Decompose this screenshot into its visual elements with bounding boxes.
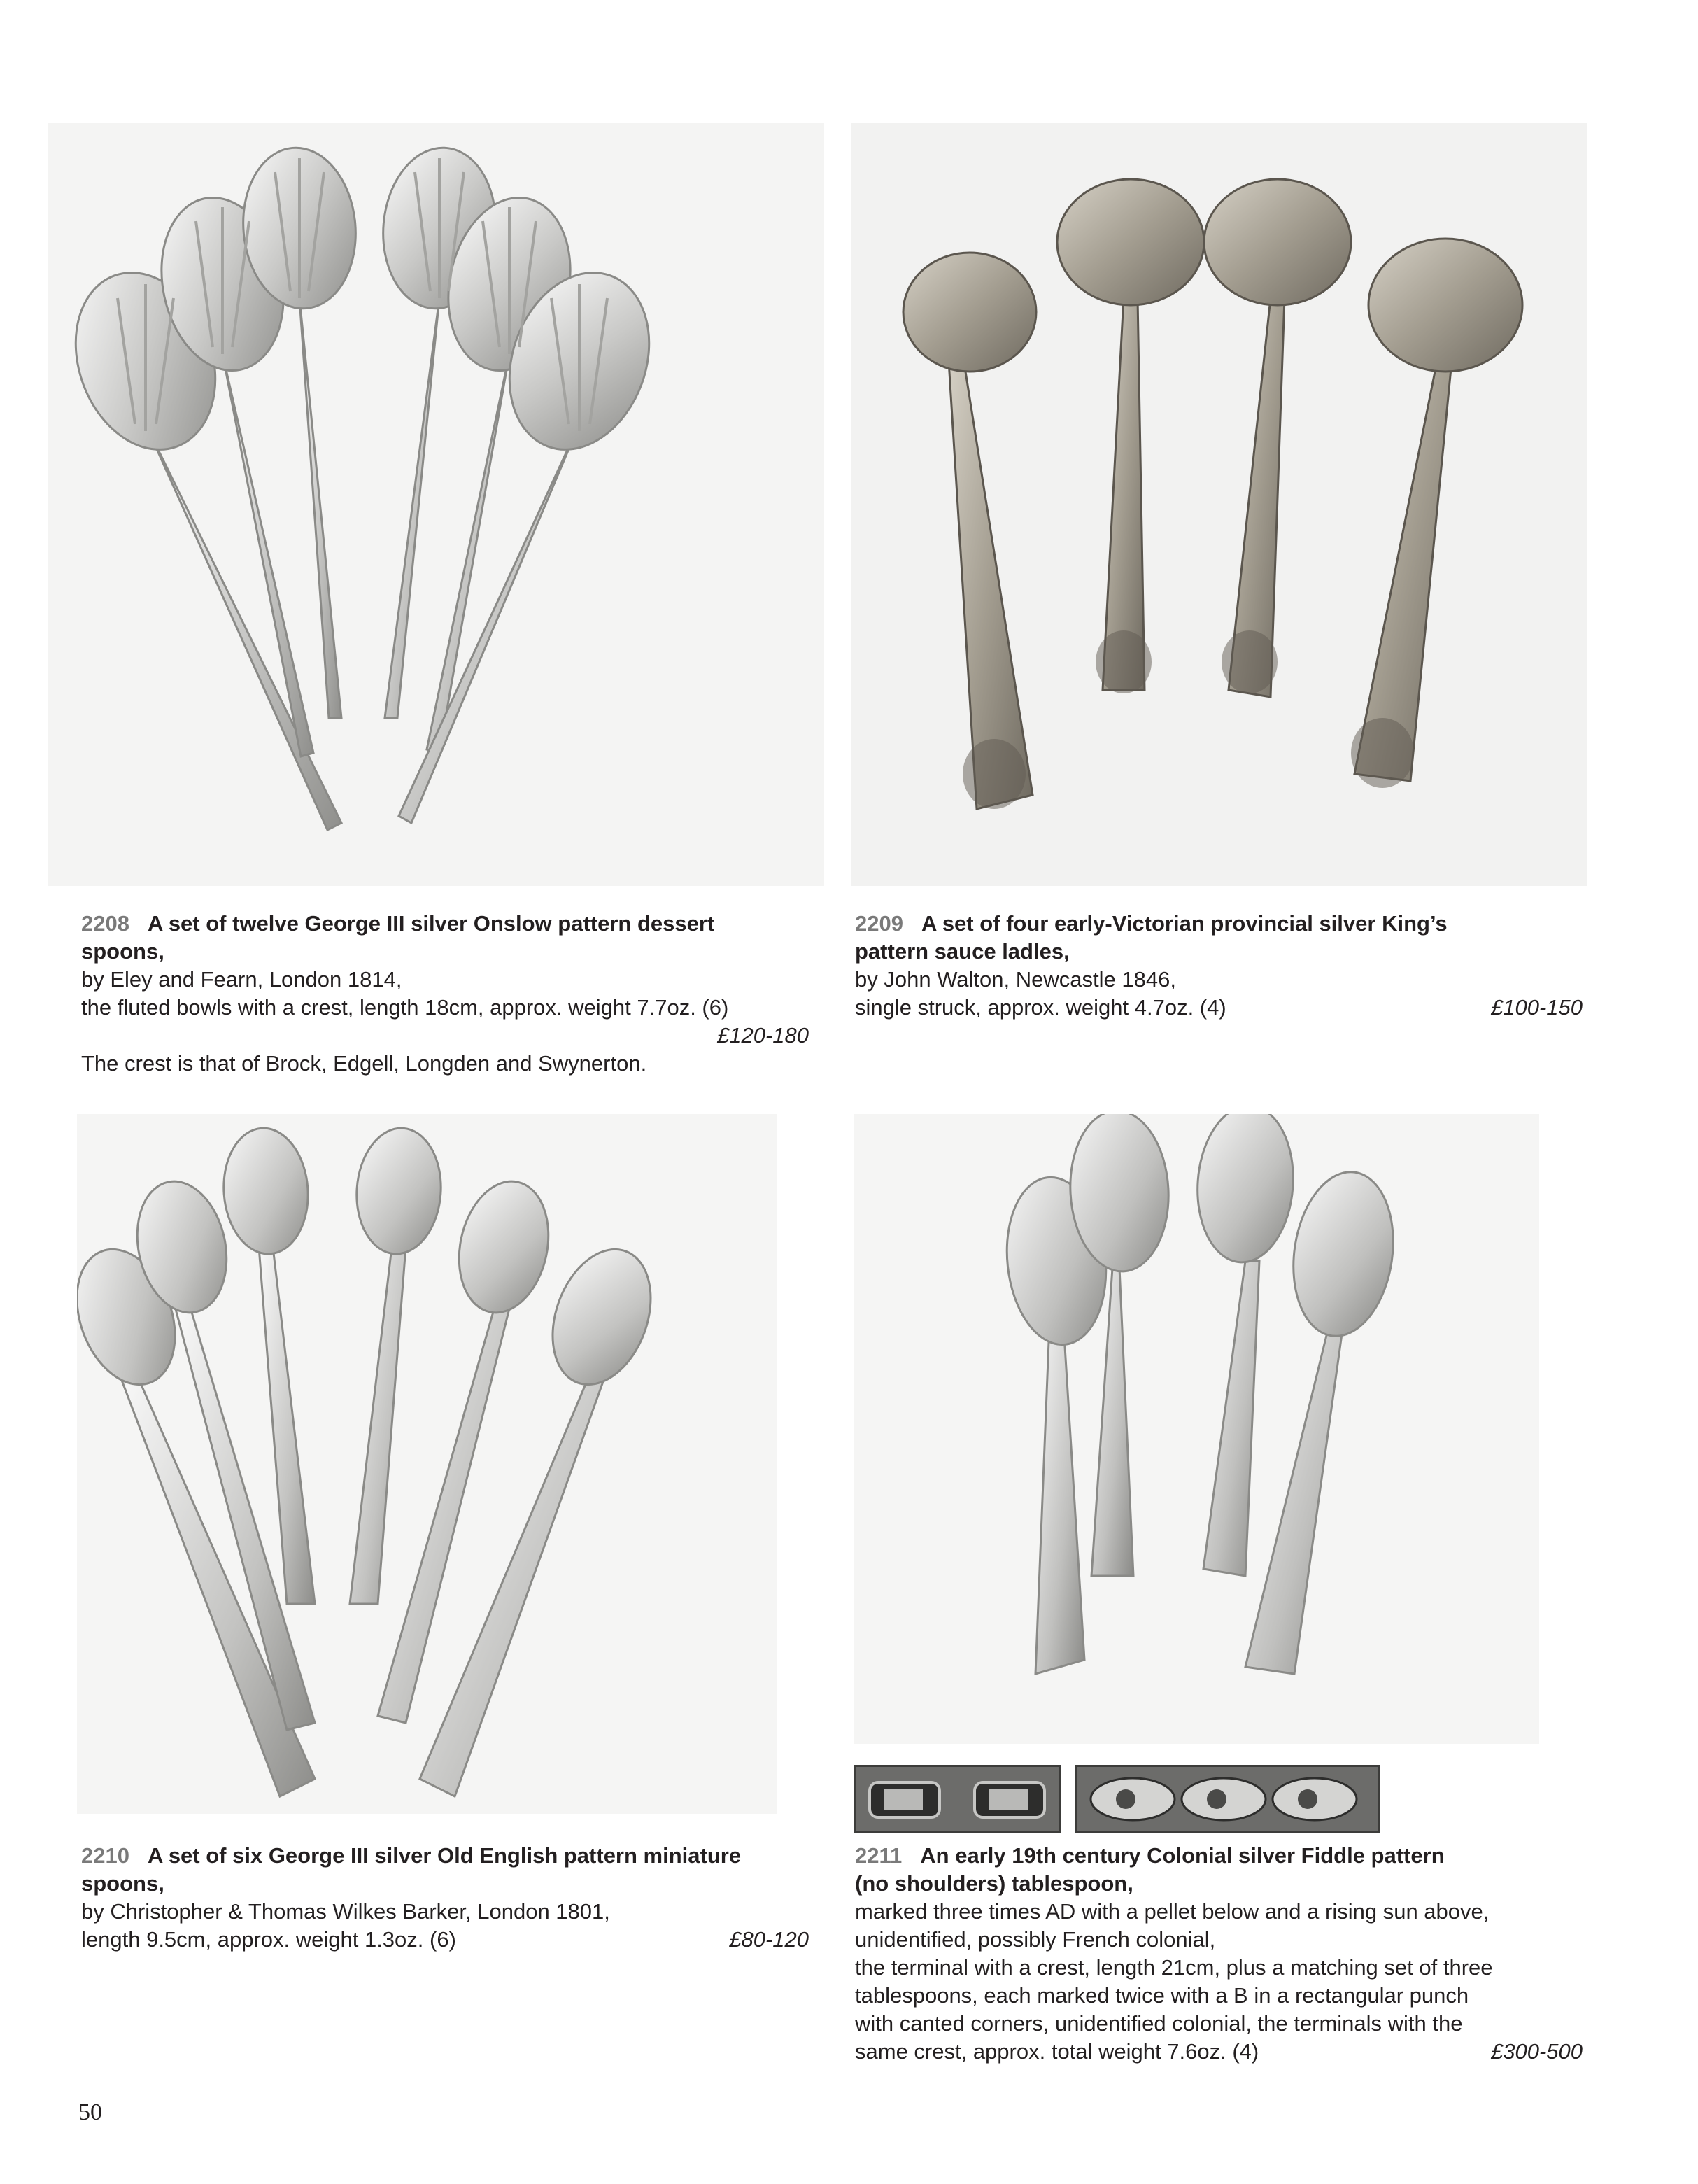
hallmark-ad-rising-sun-punches-image: [1077, 1767, 1378, 1831]
lot-2209-description: [855, 910, 1583, 1022]
lot-2208-note: The crest is that of Brock, Edgell, Longden and Swynerton.: [81, 1051, 647, 1076]
lot-2210-photo: [77, 1114, 777, 1814]
lot-2211-desc-line: with canted corners, unidentified colonial, the terminals with the: [855, 2011, 1463, 2036]
kings-pattern-sauce-ladles-image: [851, 123, 1587, 886]
lot-2210-title-cont: spoons,: [81, 1871, 164, 1896]
old-english-miniature-spoons-image: [77, 1114, 777, 1814]
lot-2210-estimate: £80-120: [729, 1927, 809, 1952]
lot-2208-photo: [48, 123, 824, 886]
onslow-dessert-spoons-image: [48, 123, 824, 886]
lot-number: 2210: [81, 1843, 129, 1868]
lot-2209-details-row: [855, 994, 1583, 1022]
lot-number: 2209: [855, 911, 903, 936]
lot-2211-photo: [854, 1114, 1539, 1744]
lot-2209-details: single struck, approx. weight 4.7oz. (4): [855, 995, 1226, 1020]
lot-2211-desc-line: marked three times AD with a pellet below and a rising sun above,: [855, 1899, 1490, 1924]
lot-2211-title-cont: (no shoulders) tablespoon,: [855, 1871, 1133, 1896]
lot-2208-maker: by Eley and Fearn, London 1814,: [81, 967, 402, 992]
page-number: 50: [78, 2099, 102, 2125]
lot-2209-title-cont: pattern sauce ladles,: [855, 939, 1070, 964]
lot-2211-details-row: [855, 2038, 1583, 2066]
lot-2211-description: [855, 1842, 1583, 2066]
lot-number: 2208: [81, 911, 129, 936]
lot-2210-details-row: [81, 1926, 809, 1954]
lot-2209-title: 2209 A set of four early-Victorian provincial silver King’s: [855, 911, 1448, 936]
fiddle-pattern-tablespoons-image: [854, 1114, 1539, 1744]
lot-2211-desc-line: unidentified, possibly French colonial,: [855, 1927, 1216, 1952]
hallmark-ad-rising-sun-punches: [1075, 1765, 1380, 1833]
lot-2210-title: 2210 A set of six George III silver Old English pattern miniature: [81, 1843, 742, 1868]
lot-2210-details: length 9.5cm, approx. weight 1.3oz. (6): [81, 1927, 456, 1952]
lot-2209-maker: by John Walton, Newcastle 1846,: [855, 967, 1176, 992]
lot-2208-estimate: £120-180: [716, 1023, 809, 1048]
lot-2211-desc-line: tablespoons, each marked twice with a B in a rectangular punch: [855, 1983, 1469, 2008]
hallmark-b-punches-image: [856, 1767, 1059, 1831]
lot-2208-details: the fluted bowls with a crest, length 18cm, approx. weight 7.7oz. (6): [81, 995, 729, 1020]
lot-2211-last-line: same crest, approx. total weight 7.6oz. (4): [855, 2039, 1259, 2064]
hallmark-b-punches: [854, 1765, 1061, 1833]
lot-2211-title: 2211 An early 19th century Colonial silver Fiddle pattern: [855, 1843, 1445, 1868]
lot-2211-desc-line: the terminal with a crest, length 21cm, plus a matching set of three: [855, 1955, 1493, 1980]
lot-2209-photo: [851, 123, 1587, 886]
lot-2208-title: 2208 A set of twelve George III silver Onslow pattern dessert: [81, 911, 715, 936]
lot-2208-description: [81, 910, 809, 1078]
lot-number: 2211: [855, 1843, 903, 1868]
lot-2210-description: [81, 1842, 809, 1954]
lot-2209-estimate: £100-150: [1490, 995, 1583, 1020]
lot-2208-title-cont: spoons,: [81, 939, 164, 964]
lot-2211-estimate: £300-500: [1490, 2039, 1583, 2064]
lot-2210-maker: by Christopher & Thomas Wilkes Barker, London 1801,: [81, 1899, 610, 1924]
